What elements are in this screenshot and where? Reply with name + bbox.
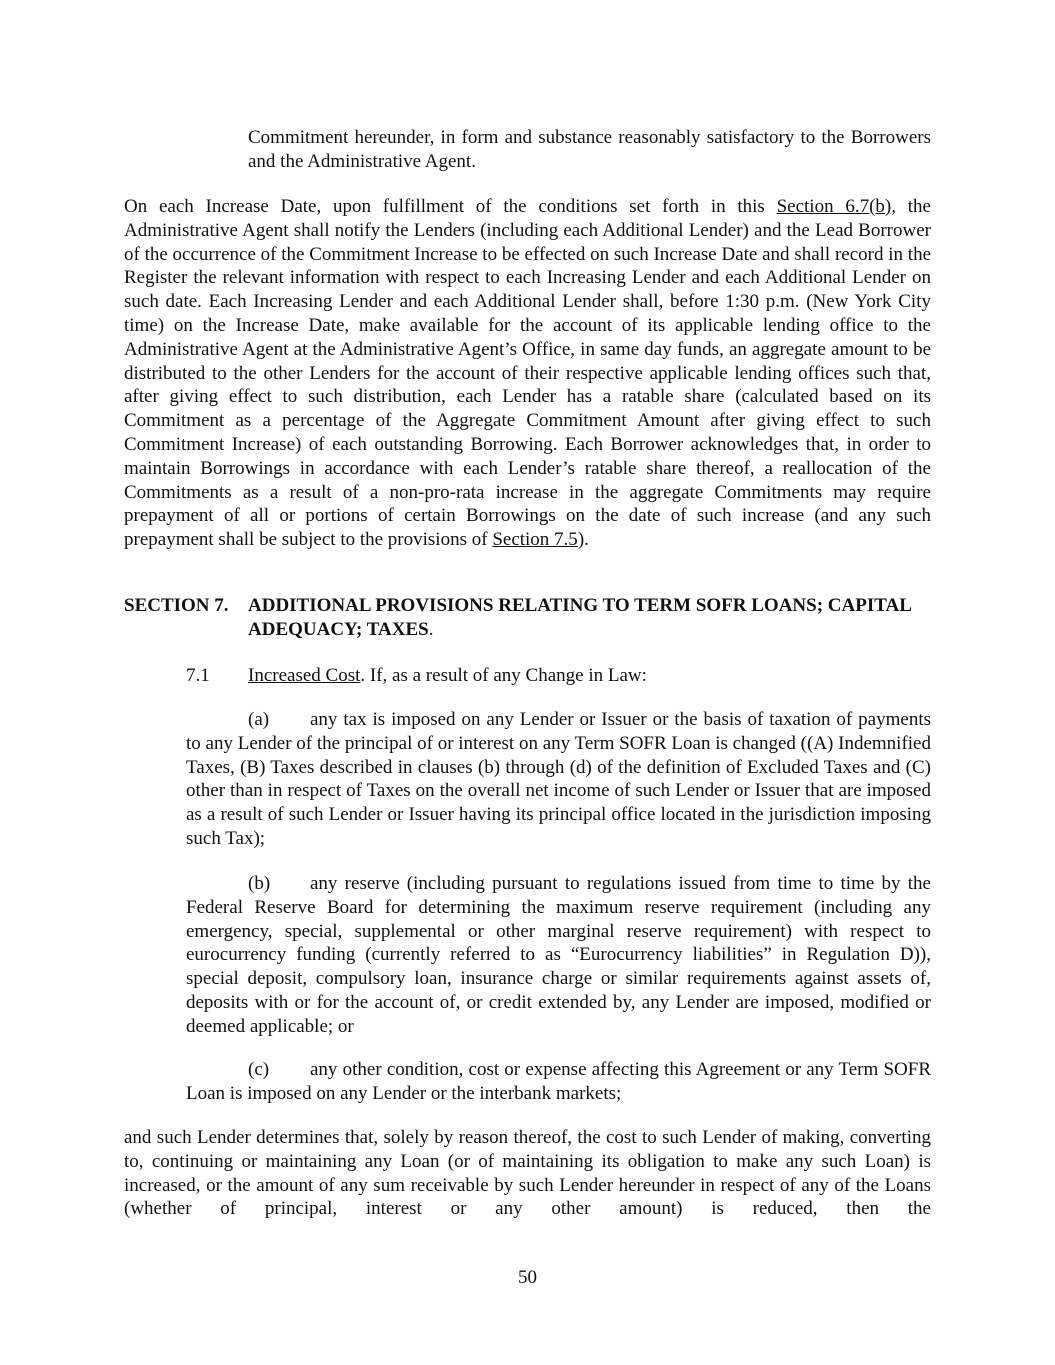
clause-a-text: any tax is imposed on any Lender or Issuer or the basis of taxation of payments to any Lender of the principal of or interest on any Term SOFR Loan is changed ((A) Indemnified Taxes, (B) Taxes described in clauses (b) through (d) of the definition of Excluded Taxes and (C) other than in respect of Taxes on the overall net income of such Lender or Issuer that are imposed as a result of such Lender or Issuer having its principal office located in the jurisdiction imposing such Tax); <box>186 709 931 849</box>
page-number: 50 <box>518 1267 537 1288</box>
section-7-5-reference: Section 7.5 <box>492 529 578 551</box>
section-title-wrap <box>248 594 928 642</box>
clause-c <box>186 1058 931 1106</box>
subsection-7-1 <box>186 664 931 688</box>
clause-c-label: (c) <box>248 1059 270 1080</box>
section-title: ADDITIONAL PROVISIONS RELATING TO TERM SOFR LOANS; CAPITAL ADEQUACY; TAXES <box>248 595 911 640</box>
increase-para-end: ). <box>577 529 589 551</box>
increase-para-start: On each Increase Date, upon fulfillment of the conditions set forth in this <box>124 196 777 217</box>
subsection-heading: Increased Cost <box>248 665 361 686</box>
section-title-period: . <box>428 618 434 640</box>
subsection-text: . If, as a result of any Change in Law: <box>360 665 647 686</box>
clause-b <box>186 872 931 1039</box>
clause-b-text: any reserve (including pursuant to regulations issued from time to time by the Federal Reserve Board for determining the maximum reserve requirement (including any emergency, special, supplemental or other marginal reserve requirement) with respect to eurocurrency funding (currently referred to as “Eurocurrency liabilities” in Regulation D)), special deposit, compulsory loan, insurance charge or similar requirements against assets of, deposits with or for the account of, or credit extended by, any Lender are imposed, modified or deemed applicable; or <box>186 873 931 1037</box>
increase-date-paragraph <box>124 195 931 552</box>
continuation-paragraph: Commitment hereunder, in form and substance reasonably satisfactory to the Borrowers and the Administrative Agent. <box>248 127 931 172</box>
closing-paragraph: and such Lender determines that, solely by reason thereof, the cost to such Lender of making, converting to, continuing or maintaining any Loan (or of maintaining its obligation to make any such Loan) is increased, or the amount of any sum receivable by such Lender hereunder in respect of any of the Loans (whether of principal, interest or any other amount) is reduced, then the <box>124 1127 931 1220</box>
clause-a-label: (a) <box>248 709 270 730</box>
increase-para-middle: , the Administrative Agent shall notify the Lenders (including each Additional Lender) and the Lead Borrower of the occurrence of the Commitment Increase to be effected on such Increase Date and shall record in the Register the relevant information with respect to each Increasing Lender and each Additional Lender on such date. Each Increasing Lender and each Additional Lender shall, before 1:30 p.m. (New York City time) on the Increase Date, make available for the account of its applicable lending office to the Administrative Agent at the Administrative Agent’s Office, in same day funds, an aggregate amount to be distributed to the other Lenders for the account of their respective applicable lending offices such that, after giving effect to such distribution, each Lender has a ratable share (calculated based on its Commitment as a percentage of the Aggregate Commitment Amount after giving effect to such Commitment Increase) of each outstanding Borrowing. Each Borrower acknowledges that, in order to maintain Borrowings in accordance with each Lender’s ratable share thereof, a reallocation of the Commitments as a result of a non-pro-rata increase in the aggregate Commitments may require prepayment of all or portions of certain Borrowings on the date of such increase (and any such prepayment shall be subject to the provisions of <box>124 196 931 551</box>
section-number: SECTION 7. <box>124 595 229 616</box>
clause-b-label: (b) <box>248 873 271 894</box>
clause-c-text: any other condition, cost or expense affecting this Agreement or any Term SOFR Loan is imposed on any Lender or the interbank markets; <box>186 1059 931 1104</box>
section-6-7-b-reference: Section 6.7(b) <box>776 196 892 217</box>
clause-a <box>186 708 931 851</box>
subsection-number: 7.1 <box>186 665 210 686</box>
